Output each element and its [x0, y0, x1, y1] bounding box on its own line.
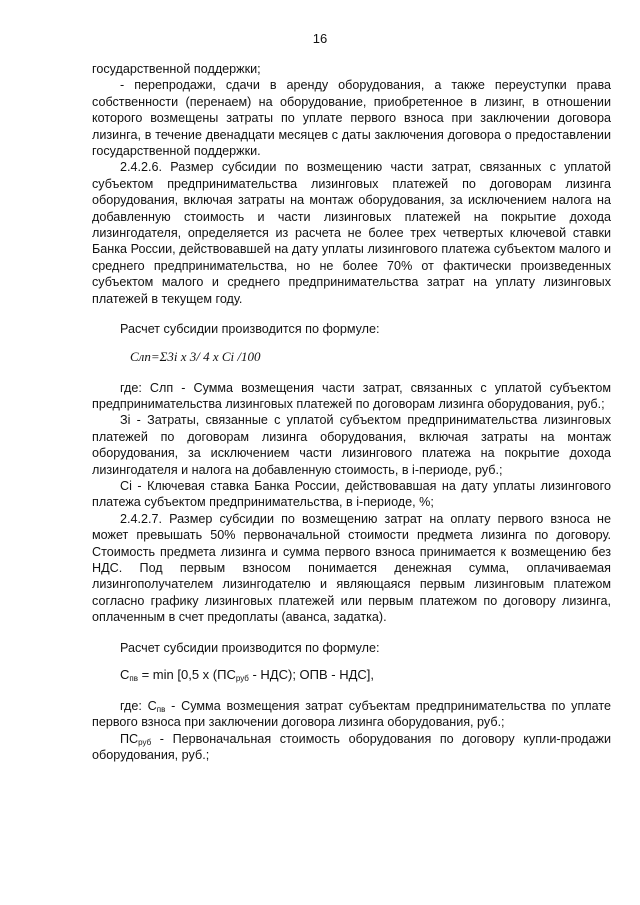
paragraph-state-support: государственной поддержки;: [92, 62, 261, 76]
definition-cpv: где: $С_{пв}$ - Сумма возмещения затрат субъектам предпринимательства по уплате первого взноса при заключении договора лизинга оборудования, руб.;: [92, 699, 611, 730]
definition-slp: где: Слп - Сумма возмещения части затрат, связанных с уплатой субъектом предпринимательства лизинговых платежей по договорам лизинга оборудования, руб.;: [92, 380, 611, 411]
formula-intro-2: Расчет субсидии производится по формуле:: [120, 640, 380, 655]
definition-ci: Ci - Ключевая ставка Банка России, действовавшая на дату уплаты лизингового платежа субъектом предпринимательства, в i-периоде, %;: [92, 478, 611, 510]
paragraph-2-4-2-7: 2.4.2.7. Размер субсидии по возмещению затрат на оплату первого взноса не может превышать 50% первоначальной стоимости предмета лизинга по договору. Стоимость предмета лизинга и сумма первого взноса принимается к возмещению без НДС. Под первым взносом понимается денежная сумма, оплачиваемая лизингополучателем лизингодателю и являющаяся первым лизинговым платежом согласно графику лизинговых платежей или первым платежом по договору лизинга, оплаченным в счет предоплаты (аванса, задатка).: [92, 511, 611, 625]
definition-zi: Зi - Затраты, связанные с уплатой субъектом предпринимательства лизинговых платежей по договорам лизинга оборудования, включая затраты на монтаж оборудования, за исключением части лизингового платежа на покрытие дохода лизингодателя и налога на добавленную стоимость, в i-периоде, руб.;: [92, 413, 611, 477]
formula-leasing-subsidy: Cлп=Σ3i x 3/ 4 x Ci /100: [130, 348, 261, 364]
formula-first-payment: $С_{пв} = \min [0,5$ x $(ПС_{руб} - НДС)$; ОПВ - НДС],: [120, 667, 375, 683]
paragraph-2-4-2-6: 2.4.2.6. Размер субсидии по возмещению части затрат, связанных с уплатой субъектом предпринимательства лизинговых платежей по договорам лизинга оборудования, включая затраты на монтаж оборудования, за исключением налога на добавленную стоимость и части лизинговых платежей на покрытие дохода лизингодателя, определяется из расчета не более трех четвертых ключевой ставки Банка России, действовавшей на дату уплаты лизингового платежа субъектом малого и среднего предпринимательства, но не более 70% от фактически произведенных субъектом малого и среднего предпринимательства затрат на уплату лизинговых платежей в текущем году.: [92, 160, 611, 306]
paragraph-resale-condition: - перепродажи, сдачи в аренду оборудования, а также переуступки права собственности (перенаем) на оборудование, приобретенное в лизинг, в отношении которого возмещены затраты по уплате первого взноса при заключении договора лизинга, в течение двенадцати месяцев с даты заключения договора о предоставлении государственной поддержки.: [92, 78, 611, 159]
page-number: 16: [312, 31, 328, 46]
formula-intro-1: Расчет субсидии производится по формуле:: [120, 322, 380, 337]
definition-ps-rub: $ПС_{руб}$ - Первоначальная стоимость оборудования по договору купли-продажи оборудования, руб.;: [92, 731, 611, 763]
document-body: [92, 61, 611, 764]
